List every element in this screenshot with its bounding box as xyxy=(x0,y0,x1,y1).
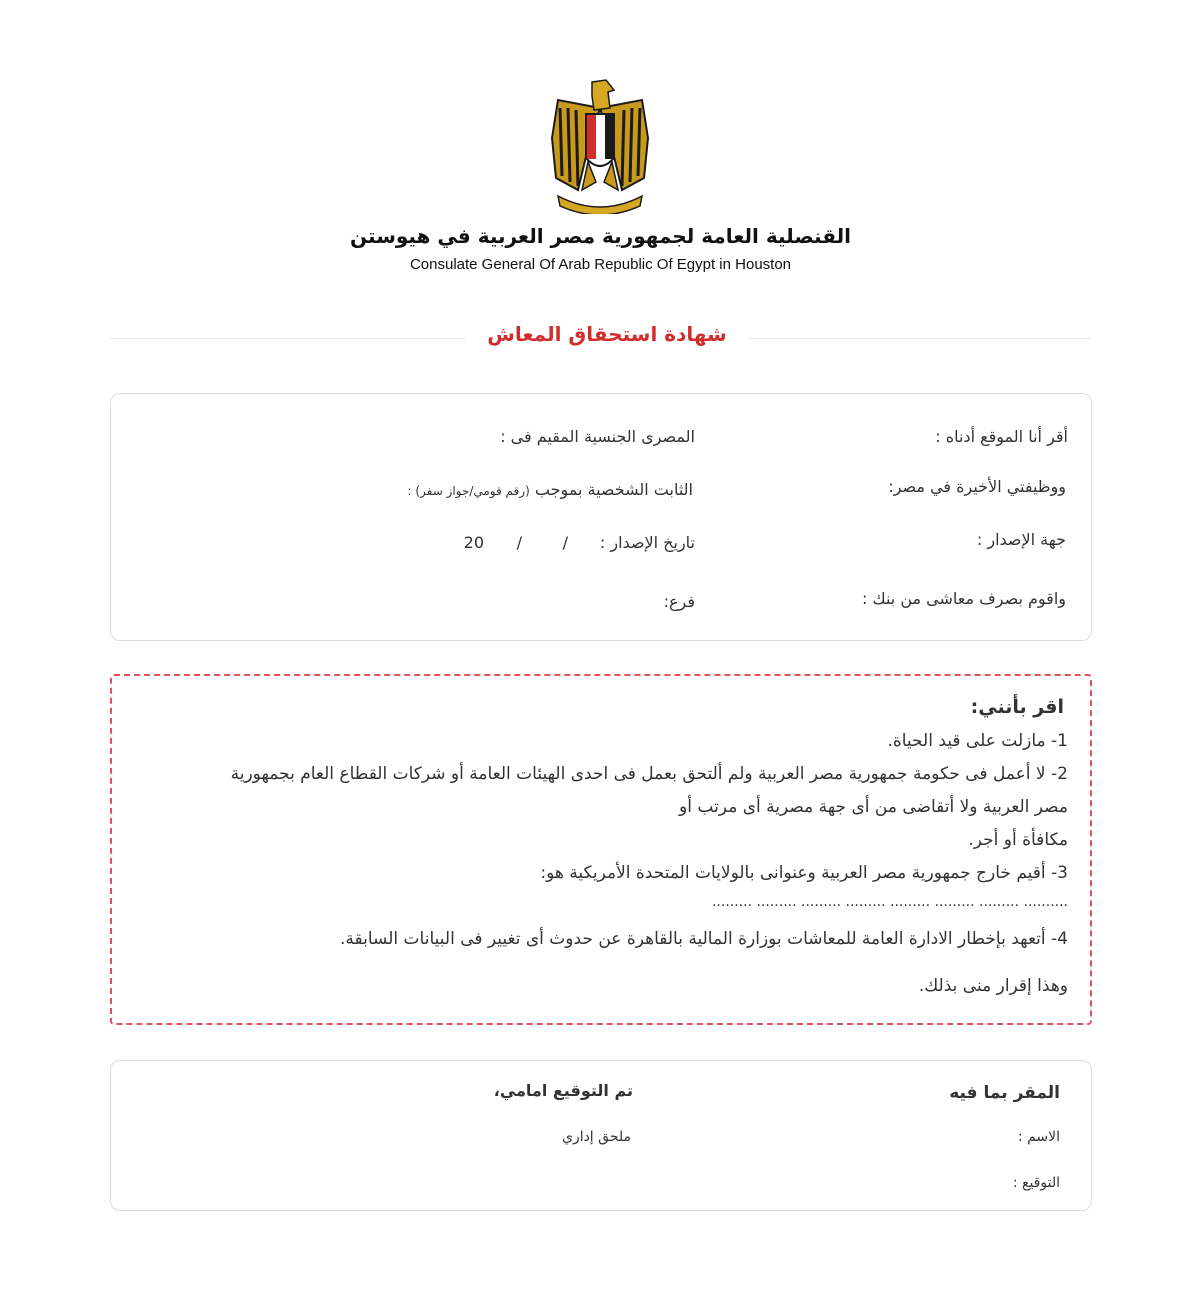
title-divider-left xyxy=(110,338,465,339)
declarant-label: أقر أنا الموقع أدناه : xyxy=(935,427,1068,446)
declaration-item-1: 1- مازلت على قيد الحياة. xyxy=(887,731,1068,751)
consulate-title-en: Consulate General Of Arab Republic Of Egypt in Houston xyxy=(409,256,792,273)
address-dots: .......... ......... ......... ......... ......... ......... ......... ......... xyxy=(711,894,1068,910)
issue-date-year: 20 xyxy=(463,533,484,552)
branch-label: فرع: xyxy=(663,592,695,611)
bank-label: واقوم بصرف معاشى من بنك : xyxy=(862,589,1066,608)
declaration-closing: وهذا إقرار منى بذلك. xyxy=(918,976,1068,996)
identity-label-text: الثابت الشخصية بموجب xyxy=(534,480,693,499)
personal-info-card xyxy=(110,393,1092,641)
declarant-heading: المقر بما فيه xyxy=(949,1083,1060,1103)
declaration-item-4: 4- أتعهد بإخطار الادارة العامة للمعاشات بوزارة المالية بالقاهرة عن حدوث أى تغيير فى البيانات السابقة. xyxy=(340,929,1068,949)
declaration-item-3: 3- أقيم خارج جمهورية مصر العربية وعنوانى بالولايات المتحدة الأمريكية هو: xyxy=(540,863,1068,883)
name-label: الاسم : xyxy=(1017,1129,1060,1145)
witness-title: ملحق إداري xyxy=(561,1129,631,1145)
document-title: شهادة استحقاق المعاش xyxy=(487,322,727,346)
identity-hint: (رقم قومي/جواز سفر) : xyxy=(407,484,530,498)
issue-date-separator-1: / xyxy=(562,533,568,552)
declaration-heading: اقر بأنني: xyxy=(970,696,1064,718)
identity-label xyxy=(407,480,693,499)
signature-label: التوقيع : xyxy=(1012,1175,1060,1191)
signature-card xyxy=(110,1060,1092,1211)
declaration-item-2-line-3: مكافأة أو أجر. xyxy=(968,830,1068,850)
issue-date-label: تاريخ الإصدار : xyxy=(599,533,695,552)
declaration-box xyxy=(110,674,1092,1025)
declaration-item-2-line-2: مصر العربية ولا أتقاضى من أى جهة مصرية أى مرتب أو xyxy=(679,797,1068,817)
nationality-label: المصرى الجنسية المقيم فى : xyxy=(500,427,695,446)
issuer-label: جهة الإصدار : xyxy=(976,530,1066,549)
witness-heading: تم التوقيع امامي، xyxy=(493,1081,633,1100)
title-divider-right xyxy=(748,338,1091,339)
declaration-item-2-line-1: 2- لا أعمل فى حكومة جمهورية مصر العربية ولم ألتحق بعمل فى احدى الهيئات العامة أو شركات القطاع العام بجمهورية xyxy=(230,764,1068,784)
issue-date-separator-2: / xyxy=(516,533,522,552)
consulate-title-ar: القنصلية العامة لجمهورية مصر العربية في هيوستن xyxy=(350,224,851,248)
last-job-label: ووظيفتي الأخيرة في مصر: xyxy=(888,477,1066,496)
egypt-eagle-emblem-icon xyxy=(548,78,652,214)
